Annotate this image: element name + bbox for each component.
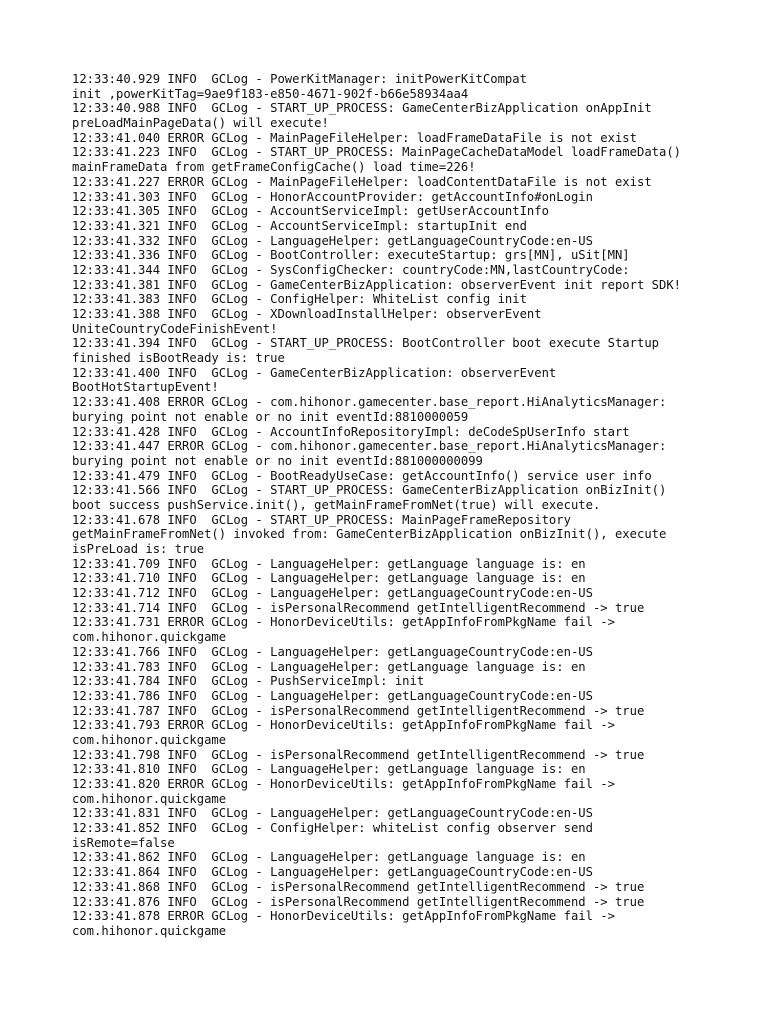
log-line: 12:33:41.786 INFO GCLog - LanguageHelper: getLanguageCountryCode:en-US (72, 688, 593, 703)
log-line: 12:33:41.388 INFO GCLog - XDownloadInstallHelper: observerEvent (72, 307, 542, 321)
log-line: 12:33:41.783 INFO GCLog - LanguageHelper: getLanguage language is: en (72, 659, 586, 674)
log-line: 12:33:41.798 INFO GCLog - isPersonalRecommend getIntelligentRecommend -> true (72, 747, 645, 762)
log-line: 12:33:41.428 INFO GCLog - AccountInfoRepositoryImpl: deCodeSpUserInfo start (72, 424, 630, 439)
log-line: 12:33:41.344 INFO GCLog - SysConfigChecker: countryCode:MN,lastCountryCode: (72, 262, 630, 277)
log-line: 12:33:41.709 INFO GCLog - LanguageHelper: getLanguage language is: en (72, 556, 586, 571)
log-line: 12:33:41.336 INFO GCLog - BootController: executeStartup: grs[MN], uSit[MN] (72, 248, 630, 263)
log-line: com.hihonor.quickgame (72, 630, 227, 645)
log-line: com.hihonor.quickgame (72, 923, 227, 938)
log-line: 12:33:41.710 INFO GCLog - LanguageHelper: getLanguage language is: en (72, 571, 586, 586)
log-line: 12:33:41.766 INFO GCLog - LanguageHelper: getLanguageCountryCode:en-US (72, 644, 593, 659)
log-line: mainFrameData from getFrameConfigCache() load time=226! (72, 160, 476, 175)
log-line: 12:33:41.447 ERROR GCLog - com.hihonor.gamecenter.base_report.HiAnalyticsManager: (72, 439, 667, 454)
log-line: 12:33:41.852 INFO GCLog - ConfigHelper: whiteList config observer send (72, 821, 593, 836)
log-line: 12:33:41.040 ERROR GCLog - MainPageFileHelper: loadFrameDataFile is not exist (72, 130, 637, 145)
log-line: 12:33:41.223 INFO GCLog - START_UP_PROCESS: MainPageCacheDataModel loadFrameData() (72, 145, 682, 160)
log-line: 12:33:41.408 ERROR GCLog - com.hihonor.gamecenter.base_report.HiAnalyticsManager: (72, 395, 667, 410)
log-line: com.hihonor.quickgame (72, 791, 227, 806)
log-line: 12:33:41.712 INFO GCLog - LanguageHelper: getLanguageCountryCode:en-US (72, 586, 593, 601)
log-line: 12:33:41.678 INFO GCLog - START_UP_PROCESS: MainPageFrameRepository (72, 512, 571, 527)
log-line: 12:33:41.400 INFO GCLog - GameCenterBizApplication: observerEvent (72, 365, 557, 380)
log-line: 12:33:41.820 ERROR GCLog - HonorDeviceUtils: getAppInfoFromPkgName fail -> (72, 777, 615, 791)
log-line: UniteCountryCodeFinishEvent! (72, 321, 278, 336)
log-line: boot success pushService.init(), getMainFrameFromNet(true) will execute. (72, 497, 601, 512)
log-line: preLoadMainPageData() will execute! (72, 116, 329, 131)
log-line: 12:33:41.784 INFO GCLog - PushServiceImpl: init (72, 674, 425, 689)
log-line: 12:33:41.479 INFO GCLog - BootReadyUseCase: getAccountInfo() service user info (72, 468, 652, 483)
log-line: burying point not enable or no init eventId:8810000059 (72, 409, 469, 424)
log-line: burying point not enable or no init eventId:881000000099 (72, 453, 483, 468)
log-line: BootHotStartupEvent! (72, 380, 219, 395)
log-text-block (72, 72, 752, 939)
log-line: isRemote=false (72, 835, 175, 850)
log-line: 12:33:41.864 INFO GCLog - LanguageHelper: getLanguageCountryCode:en-US (72, 865, 593, 880)
log-line: getMainFrameFromNet() invoked from: GameCenterBizApplication onBizInit(), execute (72, 527, 667, 542)
log-line: 12:33:41.383 INFO GCLog - ConfigHelper: WhiteList config init (72, 292, 527, 307)
log-line: 12:33:41.321 INFO GCLog - AccountServiceImpl: startupInit end (72, 218, 527, 233)
log-line: 12:33:41.876 INFO GCLog - isPersonalRecommend getIntelligentRecommend -> true (72, 894, 645, 909)
log-line: 12:33:41.868 INFO GCLog - isPersonalRecommend getIntelligentRecommend -> true (72, 879, 645, 894)
log-line: 12:33:41.303 INFO GCLog - HonorAccountProvider: getAccountInfo#onLogin (72, 189, 593, 204)
log-line: init ,powerKitTag=9ae9f183-e850-4671-902f-b66e58934aa4 (72, 86, 469, 101)
log-line: 12:33:41.787 INFO GCLog - isPersonalRecommend getIntelligentRecommend -> true (72, 703, 645, 718)
log-line: 12:33:41.862 INFO GCLog - LanguageHelper: getLanguage language is: en (72, 850, 586, 865)
log-line: 12:33:41.566 INFO GCLog - START_UP_PROCESS: GameCenterBizApplication onBizInit() (72, 483, 667, 498)
log-line: 12:33:41.227 ERROR GCLog - MainPageFileHelper: loadContentDataFile is not exist (72, 174, 652, 189)
log-line: 12:33:41.878 ERROR GCLog - HonorDeviceUtils: getAppInfoFromPkgName fail -> (72, 909, 615, 924)
log-line: 12:33:40.988 INFO GCLog - START_UP_PROCESS: GameCenterBizApplication onAppInit (72, 101, 652, 116)
log-line: 12:33:41.731 ERROR GCLog - HonorDeviceUtils: getAppInfoFromPkgName fail -> (72, 615, 615, 630)
log-line: 12:33:41.394 INFO GCLog - START_UP_PROCESS: BootController boot execute Startup (72, 336, 659, 351)
log-line: isPreLoad is: true (72, 542, 205, 556)
log-line: 12:33:41.305 INFO GCLog - AccountServiceImpl: getUserAccountInfo (72, 204, 549, 219)
log-line: 12:33:41.332 INFO GCLog - LanguageHelper: getLanguageCountryCode:en-US (72, 233, 593, 248)
log-line: finished isBootReady is: true (72, 351, 285, 366)
log-line: 12:33:41.714 INFO GCLog - isPersonalRecommend getIntelligentRecommend -> true (72, 600, 645, 615)
log-line: 12:33:41.831 INFO GCLog - LanguageHelper: getLanguageCountryCode:en-US (72, 806, 593, 821)
log-line: com.hihonor.quickgame (72, 732, 227, 747)
log-line: 12:33:41.381 INFO GCLog - GameCenterBizApplication: observerEvent init report SDK! (72, 277, 682, 292)
log-line: 12:33:41.793 ERROR GCLog - HonorDeviceUtils: getAppInfoFromPkgName fail -> (72, 718, 615, 733)
log-line: 12:33:41.810 INFO GCLog - LanguageHelper: getLanguage language is: en (72, 762, 586, 777)
log-line: 12:33:40.929 INFO GCLog - PowerKitManager: initPowerKitCompat (72, 72, 527, 86)
